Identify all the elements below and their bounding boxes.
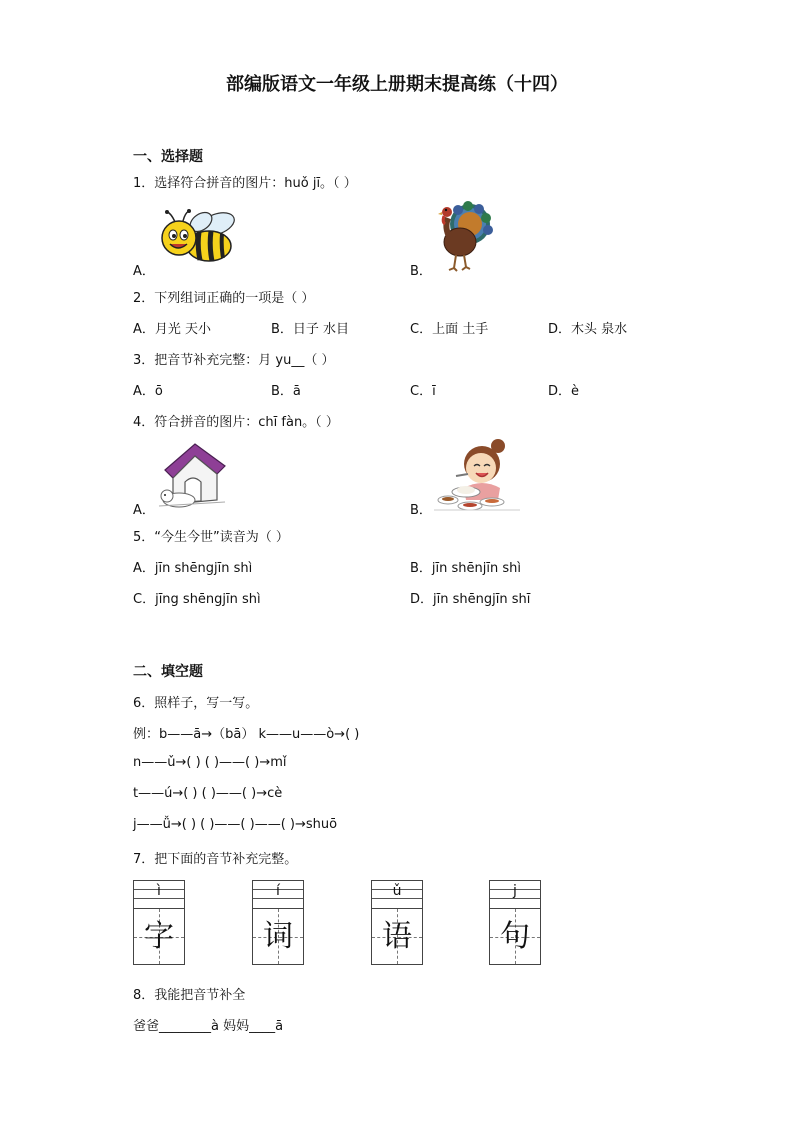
- question-2-stem: 2．下列组词正确的一项是（ ）: [133, 291, 315, 306]
- doghouse-image[interactable]: [155, 440, 229, 510]
- question-5-option-a[interactable]: A．jīn shēngjīn shì: [133, 561, 253, 576]
- question-3-stem: 3．把音节补充完整：月 yu__（ ）: [133, 353, 335, 368]
- section-heading-choice: 一、选择题: [133, 149, 203, 165]
- question-4-option-b[interactable]: B．: [410, 503, 432, 518]
- question-5-stem: 5．“今生今世”读音为（ ）: [133, 530, 289, 545]
- grid-1-pinyin: ì: [157, 883, 161, 899]
- grid-4-pinyin: j: [513, 883, 517, 899]
- question-5-option-b[interactable]: B．jīn shēnjīn shì: [410, 561, 521, 576]
- question-1-stem: 1．选择符合拼音的图片：huǒ jī。（ ）: [133, 176, 357, 191]
- question-2-option-c[interactable]: C．上面 土手: [410, 322, 489, 337]
- question-8-answer-line[interactable]: 爸爸________à 妈妈____ā: [133, 1019, 284, 1034]
- grid-4-character: 句: [500, 919, 530, 954]
- question-1-option-b[interactable]: B．: [410, 264, 432, 279]
- question-6-line-2[interactable]: t——ú→( ) ( )——( )→cè: [133, 786, 283, 801]
- question-3-option-b[interactable]: B．ā: [271, 384, 301, 399]
- question-3-option-c[interactable]: C．ī: [410, 384, 436, 399]
- question-6-example[interactable]: 例：b——ā→（bā） k——u——ò→( ): [133, 727, 360, 742]
- question-5-option-c[interactable]: C．jīng shēngjīn shì: [133, 592, 261, 607]
- question-6-line-1[interactable]: n——ǔ→( ) ( )——( )→mǐ: [133, 755, 287, 770]
- question-8-stem: 8．我能把音节补全: [133, 988, 246, 1003]
- question-7-stem: 7．把下面的音节补充完整。: [133, 852, 298, 867]
- grid-3-character: 语: [382, 919, 412, 954]
- turkey-image[interactable]: [434, 198, 494, 272]
- question-5-option-d[interactable]: D．jīn shēngjīn shī: [410, 592, 531, 607]
- question-6-line-3[interactable]: j——ǚ→( ) ( )——( )——( )→shuō: [133, 817, 338, 832]
- section-heading-fill: 二、填空题: [133, 664, 203, 680]
- bee-image[interactable]: [157, 208, 239, 266]
- question-2-option-a[interactable]: A．月光 天小: [133, 322, 212, 337]
- grid-2-character: 词: [263, 919, 293, 954]
- pinyin-writing-grid-4[interactable]: [489, 880, 541, 965]
- pinyin-writing-grid-3[interactable]: [371, 880, 423, 965]
- question-3-option-a[interactable]: A．ō: [133, 384, 163, 399]
- girl-eating-image[interactable]: [434, 436, 520, 512]
- question-2-option-b[interactable]: B．日子 水目: [271, 322, 350, 337]
- question-2-option-d[interactable]: D．木头 泉水: [548, 322, 628, 337]
- question-4-stem: 4．符合拼音的图片：chī fàn。（ ）: [133, 415, 339, 430]
- question-6-stem: 6．照样子，写一写。: [133, 696, 259, 711]
- question-4-option-a[interactable]: A．: [133, 503, 155, 518]
- grid-1-character: 字: [144, 919, 174, 954]
- page-title: 部编版语文一年级上册期末提高练（十四）: [226, 74, 568, 95]
- pinyin-writing-grid-1[interactable]: [133, 880, 185, 965]
- question-1-option-a[interactable]: A．: [133, 264, 155, 279]
- pinyin-writing-grid-2[interactable]: [252, 880, 304, 965]
- grid-3-pinyin: ǔ: [392, 883, 402, 899]
- question-3-option-d[interactable]: D．è: [548, 384, 580, 399]
- grid-2-pinyin: í: [276, 883, 280, 899]
